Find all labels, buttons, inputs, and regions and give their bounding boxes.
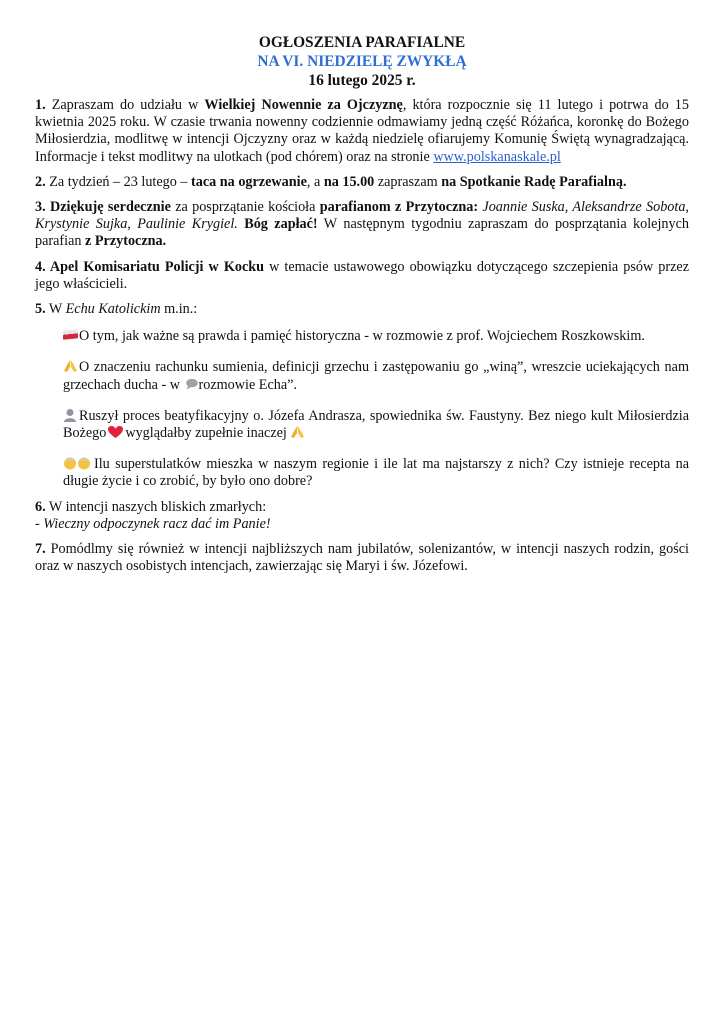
- person-bust-icon: [63, 408, 77, 422]
- magazine-name: Echu Katolickim: [65, 301, 161, 318]
- bold-text: Dziękuję serdecznie: [45, 199, 171, 216]
- item-number: 2.: [35, 173, 46, 190]
- document-header: [35, 33, 689, 90]
- text: W następnym tygodniu zapraszam do posprzątania kolejnych parafian: [35, 216, 689, 250]
- echo-item-2: [63, 359, 689, 393]
- page-title: OGŁOSZENIA PARAFIALNE: [258, 34, 466, 51]
- text: rozmowie Echa”.: [198, 376, 298, 393]
- bold-text: Bóg zapłać!: [237, 216, 318, 233]
- item-number: 3.: [35, 199, 46, 216]
- announcements-page: [35, 33, 689, 583]
- text: O znaczeniu rachunku sumienia, definicji grzechu i zastępowaniu go „winą”, wreszcie uciekających nam grzechach ducha - w: [63, 359, 689, 393]
- text: O tym, jak ważne są prawda i pamięć historyczna - w rozmowie z prof. Wojciechem Roszkowskim.: [79, 328, 645, 345]
- text: Za tydzień – 23 lutego –: [45, 173, 192, 190]
- novena-name: Wielkiej Nowennie za Ojczyznę: [204, 97, 403, 113]
- heart-icon: [107, 425, 124, 439]
- echo-item-3: [63, 408, 689, 442]
- announcement-1: [35, 97, 689, 166]
- item-number: 1.: [35, 97, 46, 113]
- elderly-faces-icon: [63, 456, 93, 470]
- item-number: 5.: [35, 301, 46, 318]
- page-subtitle: NA VI. NIEDZIELĘ ZWYKŁĄ: [257, 53, 467, 70]
- prayer-line: - Wieczny odpoczynek racz dać im Panie!: [35, 515, 271, 532]
- text: , która rozpocznie się 11 lutego i potrwa do 15 kwietnia 2025 roku. W czasie trwania nowenny codziennie odmawiamy jedną część Różańca, koronkę do Bożego Miłosierdzia, modlitwę w intencji Ojczyzny oraz w każdą niedzielę ofiarujemy Komunię Świętą wynagradzającą. Informacje i tekst modlitwy na ulotkach (pod chórem) oraz na stronie: [35, 97, 689, 165]
- bold-text: Apel Komisariatu Policji w Kocku: [45, 258, 265, 275]
- item-number: 7.: [35, 541, 46, 558]
- bold-text: na Spotkanie Radę Parafialną.: [441, 173, 627, 190]
- announcement-5: [35, 301, 689, 318]
- praying-hands-icon: [290, 425, 305, 439]
- text: zapraszam: [374, 173, 442, 190]
- text: wyglądałby zupełnie inaczej: [125, 425, 291, 442]
- names-list: Joannie Suska, Aleksandrze Sobota, Krystynie Sujka, Paulinie Krygiel.: [35, 199, 689, 233]
- text: , a: [306, 173, 324, 190]
- announcement-4: [35, 259, 689, 293]
- announcement-2: [35, 174, 689, 191]
- text: W intencji naszych bliskich zmarłych:: [45, 498, 267, 515]
- text: Pomódlmy się również w intencji najbliższych nam jubilatów, solenizantów, w intencji naszych rodzin, gości oraz w naszych osobistych intencjach, zawierzając się Maryi i św. Józefowi.: [35, 541, 689, 575]
- text: m.in.:: [160, 301, 198, 318]
- announcement-3: [35, 199, 689, 251]
- bold-text: parafianom z Przytoczna:: [319, 199, 479, 216]
- bold-text: z Przytoczna.: [85, 233, 167, 250]
- page-date: 16 lutego 2025 r.: [308, 72, 416, 89]
- echo-item-4: [63, 456, 689, 490]
- speech-bubble-icon: [185, 378, 198, 390]
- text: W: [45, 301, 66, 318]
- echo-item-1: [63, 328, 689, 345]
- bold-text: na 15.00: [323, 173, 375, 190]
- text: w temacie ustawowego obowiązku dotyczącego szczepienia psów przez jego właścicieli.: [35, 258, 689, 292]
- item-number: 4.: [35, 258, 46, 275]
- poland-flag-icon: [63, 329, 78, 340]
- bold-text: taca na ogrzewanie: [191, 173, 307, 190]
- announcement-7: [35, 541, 689, 575]
- praying-hands-icon: [63, 359, 78, 373]
- text: Ruszył proces beatyfikacyjny o. Józefa Andrasza, spowiednika św. Faustyny. Bez niego kult Miłosierdzia Bożego: [63, 407, 689, 442]
- text: Ilu superstulatków mieszka w naszym regionie i ile lat ma najstarszy z nich? Czy istnieje recepta na długie życie i co zrobić, by było ono dobre?: [63, 456, 689, 490]
- text: Zapraszam do udziału w: [45, 97, 205, 113]
- text: za posprzątanie kościoła: [170, 199, 320, 216]
- website-link[interactable]: www.polskanaskale.pl: [433, 148, 561, 165]
- item-number: 6.: [35, 498, 46, 515]
- announcement-6: [35, 499, 689, 533]
